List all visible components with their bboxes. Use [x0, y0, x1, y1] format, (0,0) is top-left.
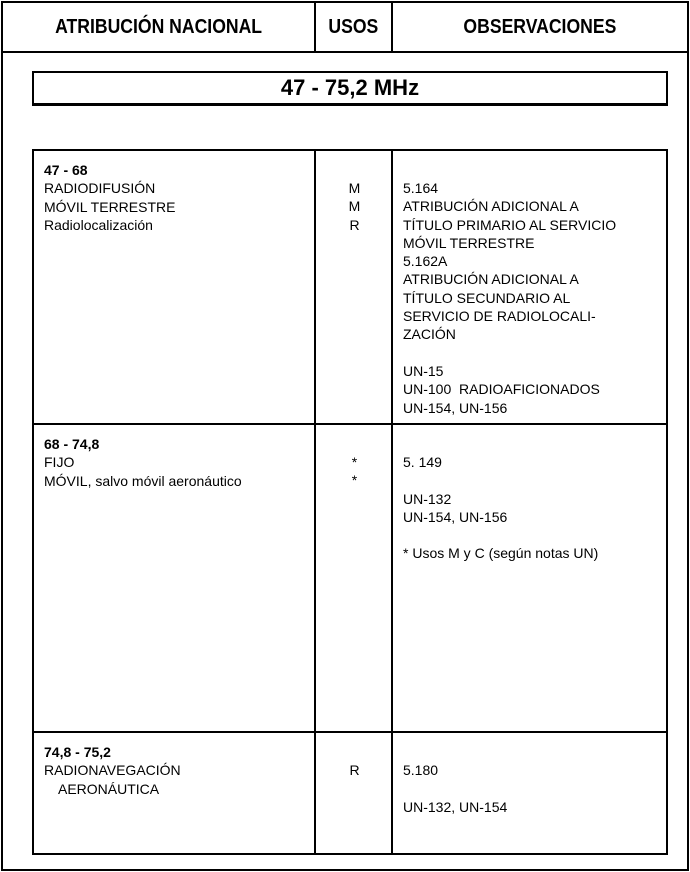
uses-cell: [318, 151, 393, 423]
sub-band-range: 68 - 74,8: [44, 436, 100, 452]
note-line: UN-132, UN-154: [403, 798, 508, 815]
note-line: * Usos M y C (según notas UN): [403, 545, 599, 562]
table-row: [34, 425, 666, 733]
note-line: UN-154, UN-156: [403, 399, 508, 416]
use-code: M: [348, 198, 361, 215]
note-line: ATRIBUCIÓN ADICIONAL A: [403, 198, 579, 215]
note-line: 5.164: [403, 180, 439, 196]
national-allocation-cell: [34, 425, 316, 731]
service-name: MÓVIL, salvo móvil aeronáutico: [44, 472, 242, 489]
use-code: *: [351, 454, 358, 470]
table-row: [34, 151, 666, 425]
header-uses: USOS: [316, 3, 393, 53]
header-national-allocation: ATRIBUCIÓN NACIONAL: [3, 3, 316, 53]
observations-cell: [395, 151, 666, 423]
use-code: R: [349, 216, 360, 233]
frequency-band-title: 47 - 75,2 MHz: [32, 71, 668, 106]
note-line: UN-154, UN-156: [403, 508, 508, 525]
service-name: FIJO: [44, 454, 75, 471]
note-line: 5. 149: [403, 454, 442, 470]
note-line: TÍTULO PRIMARIO AL SERVICIO: [403, 216, 617, 233]
service-name: RADIONAVEGACIÓN: [44, 762, 181, 779]
note-line: ATRIBUCIÓN ADICIONAL A: [403, 271, 579, 288]
note-line: TÍTULO SECUNDARIO AL: [403, 289, 571, 306]
note-line: MÓVIL TERRESTRE: [403, 234, 535, 251]
use-code: *: [351, 472, 358, 489]
service-name: MÓVIL TERRESTRE: [44, 198, 176, 215]
observations-cell: [395, 733, 666, 853]
sub-band-range: 74,8 - 75,2: [44, 744, 111, 760]
document-frame: [1, 1, 689, 871]
note-line: 5.162A: [403, 253, 448, 270]
note-line: UN-15: [403, 362, 444, 379]
note-line: 5.180: [403, 762, 439, 778]
header-observations: OBSERVACIONES: [393, 3, 687, 53]
note-line: ZACIÓN: [403, 326, 456, 343]
table-row: [34, 733, 666, 853]
note-line: UN-132: [403, 490, 452, 507]
sub-band-range: 47 - 68: [44, 162, 88, 178]
use-code: R: [349, 762, 360, 778]
service-name: Radiolocalización: [44, 216, 153, 233]
note-line: SERVICIO DE RADIOLOCALI-: [403, 308, 596, 325]
note-line: UN-100 RADIOAFICIONADOS: [403, 381, 600, 398]
service-name: AERONÁUTICA: [58, 780, 160, 797]
use-code: M: [348, 180, 361, 196]
national-allocation-cell: [34, 733, 316, 853]
national-allocation-cell: [34, 151, 316, 423]
allocation-table: [32, 149, 668, 855]
uses-cell: [318, 425, 393, 731]
service-name: RADIODIFUSIÓN: [44, 180, 156, 197]
observations-cell: [395, 425, 666, 731]
uses-cell: [318, 733, 393, 853]
